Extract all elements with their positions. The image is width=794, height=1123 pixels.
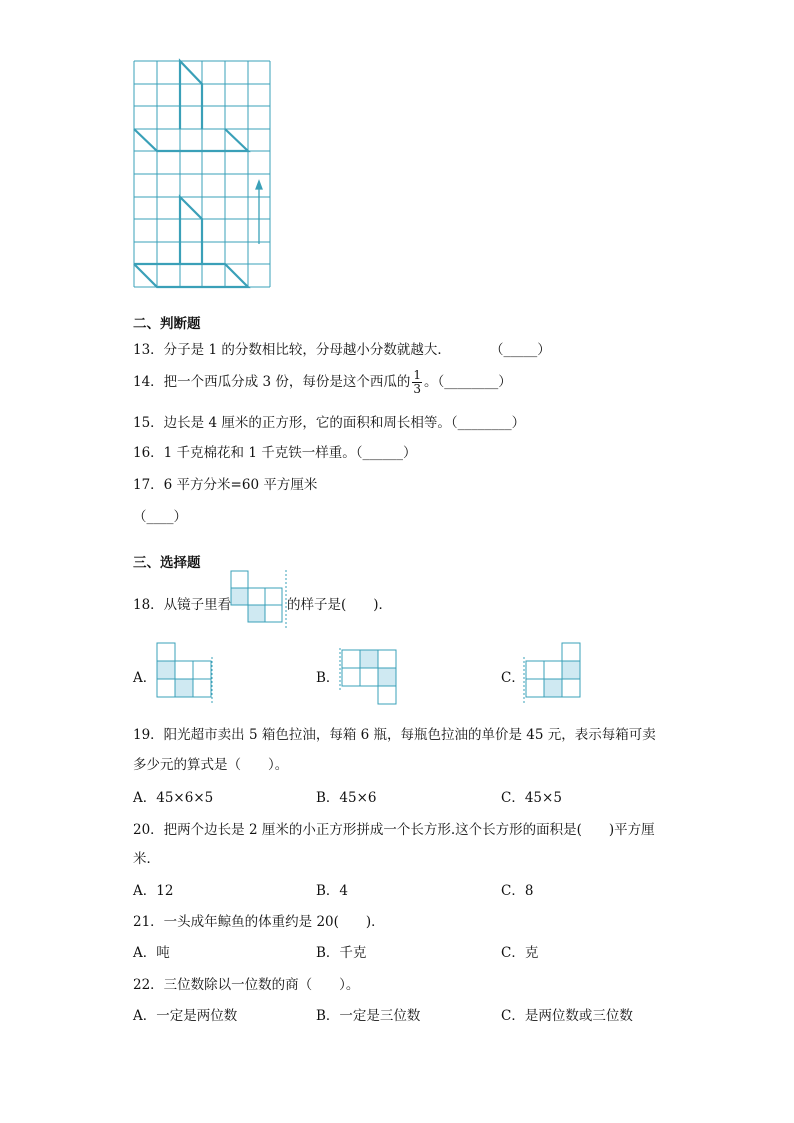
q20-option-b[interactable]: B．4 [316, 883, 349, 899]
question-18-text: 18．从镜子里看 [133, 597, 232, 613]
option-a-figure[interactable] [155, 642, 217, 704]
grid-figure [0, 0, 794, 300]
question-14 [133, 369, 512, 396]
question-18-figure [230, 570, 290, 630]
question-14-text: 14．把一个西瓜分成 3 份，每份是这个西瓜的 [133, 374, 411, 390]
option-a-label[interactable]: A． [133, 670, 157, 686]
fraction-one-third: $\frac{1}{3}$ [413, 368, 421, 396]
q19-option-a[interactable]: A．45×6×5 [133, 790, 214, 806]
q21-option-c[interactable]: C．克 [501, 945, 539, 961]
section-title-judgment: 二、判断题 [133, 316, 201, 332]
q22-option-c[interactable]: C．是两位数或三位数 [501, 1008, 633, 1024]
q19-option-b[interactable]: B．45×6 [316, 790, 377, 806]
question-20-line2: 米． [133, 851, 160, 867]
option-b-figure[interactable] [338, 648, 400, 708]
question-14-blank: 。（________） [424, 374, 512, 390]
question-21: 21．一头成年鲸鱼的体重约是 20( )． [133, 914, 385, 930]
question-19-line1: 19．阳光超市卖出 5 箱色拉油，每箱 6 瓶，每瓶色拉油的单价是 45 元，表示每箱可卖 [133, 727, 656, 743]
question-13-text: 13．分子是 1 的分数相比较，分母越小分数就越大． [133, 342, 451, 358]
q20-option-c[interactable]: C．8 [501, 883, 534, 899]
q21-option-a[interactable]: A．吨 [133, 945, 170, 961]
q22-option-b[interactable]: B．一定是三位数 [316, 1008, 421, 1024]
q19-option-c[interactable]: C．45×5 [501, 790, 562, 806]
option-c-label[interactable]: C． [501, 670, 525, 686]
section-title-choice: 三、选择题 [133, 555, 201, 571]
question-20-line1: 20．把两个边长是 2 厘米的小正方形拼成一个长方形.这个长方形的面积是( )平方厘 [133, 822, 655, 838]
question-15: 15．边长是 4 厘米的正方形，它的面积和周长相等。（________） [133, 415, 526, 431]
question-16: 16．1 千克棉花和 1 千克铁一样重。（______） [133, 445, 417, 461]
question-17-blank: （____） [133, 509, 187, 525]
question-22: 22．三位数除以一位数的商（ ）。 [133, 977, 360, 993]
question-13-blank: （_____） [490, 342, 551, 358]
q22-option-a[interactable]: A．一定是两位数 [133, 1008, 238, 1024]
question-13 [133, 338, 451, 358]
q20-option-a[interactable]: A．12 [133, 883, 174, 899]
q21-option-b[interactable]: B．千克 [316, 945, 367, 961]
question-19-line2: 多少元的算式是（ ）。 [133, 757, 289, 773]
question-17: 17．6 平方分米=60 平方厘米 [133, 477, 318, 493]
option-c-figure[interactable] [522, 642, 584, 704]
option-b-label[interactable]: B． [316, 670, 340, 686]
question-18-tail: 的样子是( )． [287, 597, 393, 613]
